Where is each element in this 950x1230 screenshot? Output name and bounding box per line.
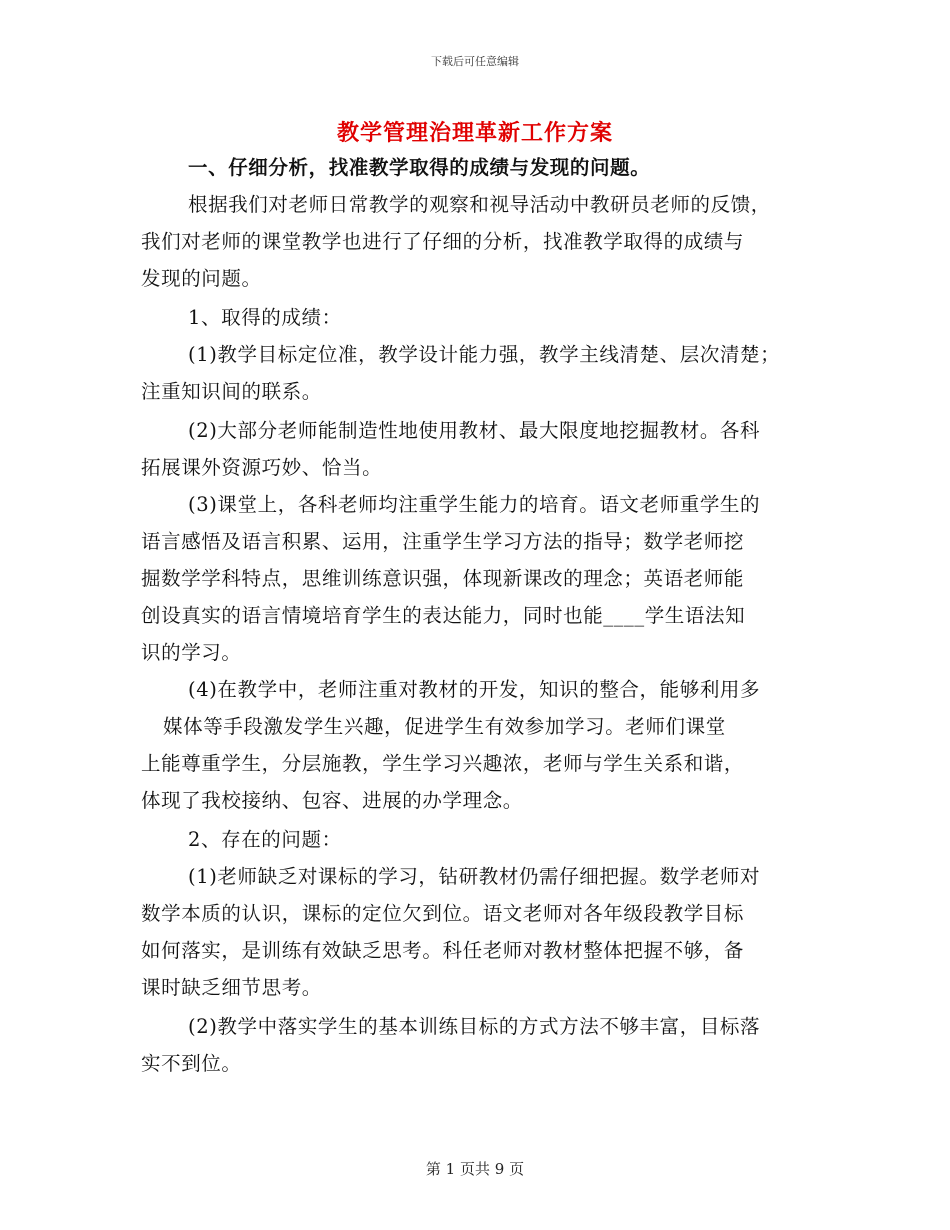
paragraph-line: 创设真实的语言情境培育学生的表达能力，同时也能____学生语法知 (141, 604, 746, 627)
paragraph-line: (2)大部分老师能制造性地使用教材、最大限度地挖掘教材。各科 (188, 419, 761, 442)
paragraph-line: 媒体等手段激发学生兴趣，促进学生有效参加学习。老师们课堂 (163, 715, 726, 738)
paragraph-line: 我们对老师的课堂教学也进行了仔细的分析，找准教学取得的成绩与 (141, 230, 745, 253)
paragraph-line: 拓展课外资源巧妙、恰当。 (141, 456, 383, 479)
header-note: 下载后可任意编辑 (431, 55, 519, 68)
page-footer: 第 1 页共 9 页 (425, 1160, 525, 1178)
paragraph-line: 实不到位。 (141, 1052, 242, 1075)
paragraph-line: (4)在教学中，老师注重对教材的开发，知识的整合，能够利用多 (188, 678, 761, 701)
paragraph-line: 语言感悟及语言积累、运用，注重学生学习方法的指导；数学老师挖 (141, 530, 745, 553)
paragraph-line: 注重知识间的联系。 (141, 380, 322, 403)
paragraph-line: 识的学习。 (141, 641, 242, 664)
paragraph-line: 课时缺乏细节思考。 (141, 976, 322, 999)
subheading-achievements: 1、取得的成绩： (188, 306, 342, 329)
paragraph-line: 掘数学学科特点，思维训练意识强，体现新课改的理念；英语老师能 (141, 567, 745, 590)
paragraph-line: 上能尊重学生，分层施教，学生学习兴趣浓，老师与学生关系和谐， (141, 752, 745, 775)
document-title: 教学管理治理革新工作方案 (336, 120, 613, 146)
paragraph-line: 如何落实，是训练有效缺乏思考。科任老师对教材整体把握不够，备 (141, 939, 745, 962)
subheading-problems: 2、存在的问题： (188, 828, 342, 851)
paragraph-line: 数学本质的认识，课标的定位欠到位。语文老师对各年级段教学目标 (141, 902, 745, 925)
section-heading-1: 一、仔细分析，找准教学取得的成绩与发现的问题。 (188, 156, 651, 179)
paragraph-line: 发现的问题。 (141, 267, 262, 290)
paragraph-line: (3)课堂上，各科老师均注重学生能力的培育。语文老师重学生的 (188, 493, 761, 516)
paragraph-line: 根据我们对老师日常教学的观察和视导活动中教研员老师的反馈， (188, 193, 771, 216)
paragraph-line: (1)老师缺乏对课标的学习，钻研教材仍需仔细把握。数学老师对 (188, 865, 761, 888)
paragraph-line: 体现了我校接纳、包容、进展的办学理念。 (141, 789, 523, 812)
paragraph-line: (2)教学中落实学生的基本训练目标的方式方法不够丰富，目标落 (188, 1015, 761, 1038)
paragraph-line: (1)教学目标定位准，教学设计能力强，教学主线清楚、层次清楚； (188, 343, 781, 366)
